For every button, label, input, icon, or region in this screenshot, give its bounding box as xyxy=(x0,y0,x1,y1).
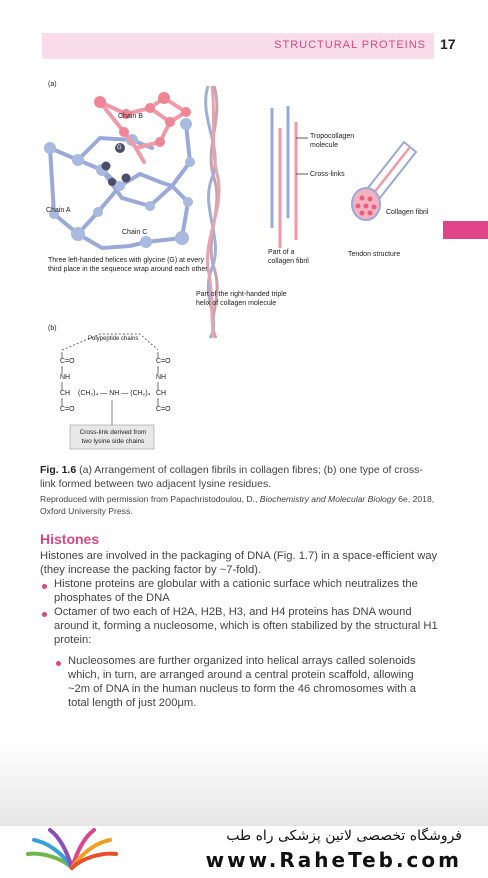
chain-c-label: Chain C xyxy=(122,229,148,236)
amine-left: NH xyxy=(60,374,71,381)
credit-title: Biochemistry and Molecular Biology xyxy=(259,494,396,504)
header-title: STRUCTURAL PROTEINS xyxy=(274,39,426,51)
amine-right: NH xyxy=(156,374,167,381)
chain-a-label: Chain A xyxy=(46,207,71,214)
triple-helix-note: Part of the right-handed triple helix of collagen molecule xyxy=(196,291,287,307)
polypeptide-label: Polypeptide chains xyxy=(88,336,139,342)
figure-caption xyxy=(40,463,438,491)
chapter-tab xyxy=(443,221,488,239)
page-number: 17 xyxy=(440,36,456,52)
footer-persian-text: فروشگاه تخصصی لاتین پزشکی راه طب xyxy=(226,828,462,844)
tendon-label: Tendon structure xyxy=(348,251,401,258)
section-intro: Histones are involved in the packaging of DNA (Fig. 1.7) in a space-efficient way (they increase the packing factor by ~7-fold). xyxy=(40,550,438,576)
bullet-dot-1 xyxy=(42,584,47,589)
helix-note: Three left-handed helices with glycine (G) at every third place in the sequence wrap around each other xyxy=(48,257,208,273)
glycine-label: G xyxy=(117,145,122,151)
collagen-fibril-section xyxy=(272,106,296,248)
collagen-fibril-label: Collagen fibril xyxy=(386,209,429,216)
glycine-markers xyxy=(102,143,131,186)
credit-suffix: 6e, 2018, Oxford University Press. xyxy=(40,494,435,516)
footer-fade xyxy=(0,740,488,826)
carbonyl-right-bottom: C=O xyxy=(156,406,171,413)
panel-b-label: (b) xyxy=(48,325,57,332)
cross-links-label: Cross-links xyxy=(310,171,345,178)
open-book-logo-icon xyxy=(22,828,122,874)
figure-1-6 xyxy=(40,78,440,458)
caption-label: Fig. 1.6 xyxy=(40,464,77,476)
alpha-carbon-right: CH xyxy=(156,390,167,397)
cross-link-ticks xyxy=(296,138,308,174)
footer-watermark xyxy=(0,826,488,878)
running-header xyxy=(42,33,434,59)
footer-url: www.RaheTeb.com xyxy=(205,848,462,872)
alpha-carbon-left: CH xyxy=(60,390,71,397)
fibril-part-label: Part of a collagen fibril xyxy=(268,249,309,265)
credit-prefix: Reproduced with permission from Papachristodoulou, D., xyxy=(40,494,258,504)
bullet-dot-2 xyxy=(42,612,47,617)
bullet-item-2: Octamer of two each of H2A, H2B, H3, and H4 proteins has DNA wound around it, forming a nucleosome, which is often stabilized by the structural H1 protein: xyxy=(54,606,438,646)
carbonyl-left-bottom: C=O xyxy=(60,406,75,413)
panel-a-label: (a) xyxy=(48,81,57,88)
sub-bullet-item: Nucleosomes are further organized into helical arrays called solenoids which, in turn, are arranged around a central protein scaffold, allowing ~2m of DNA in the human nucleus to form the 46 chromosomes with a total length of just 200μm. xyxy=(68,655,416,709)
crosslink-chain: (CH₂)₄ — NH — (CH₂)₄ xyxy=(78,390,151,397)
carbonyl-left-top: C=O xyxy=(60,358,75,365)
section-heading: Histones xyxy=(40,531,100,547)
figure-credit xyxy=(40,493,438,517)
bullet-item-1: Histone proteins are globular with a cationic surface which neutralizes the phosphates of the DNA xyxy=(54,578,418,604)
tropocollagen-label: Tropocollagen molecule xyxy=(310,133,355,149)
chain-b-model xyxy=(100,98,186,162)
carbonyl-right-top: C=O xyxy=(156,358,171,365)
caption-text: (a) Arrangement of collagen fibrils in collagen fibres; (b) one type of cross-link formed between two adjacent lysine residues. xyxy=(40,464,423,490)
sub-bullet-dot xyxy=(56,661,61,666)
chain-b-label: Chain B xyxy=(118,113,143,120)
crosslink-note: Cross-link derived from two lysine side chains xyxy=(79,429,147,445)
